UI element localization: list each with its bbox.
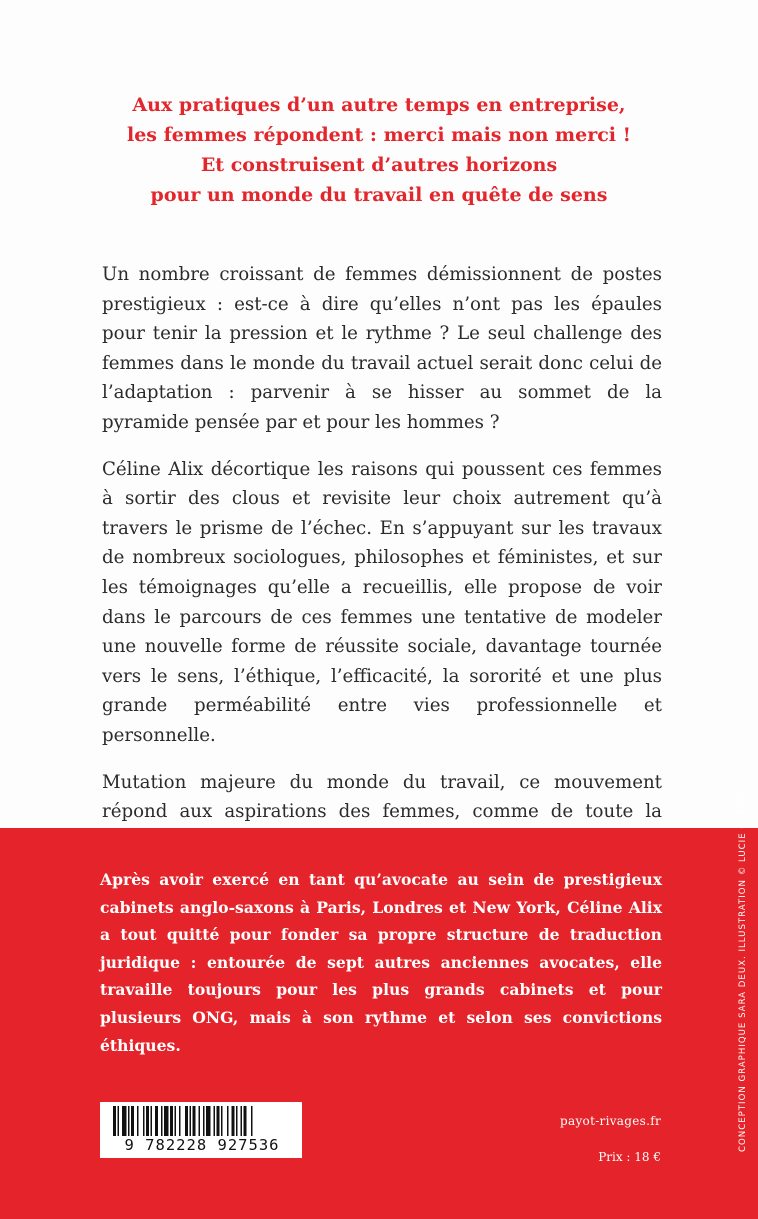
blurb-paragraph: Un nombre croissant de femmes démissionnent de postes prestigieux : est-ce à dire qu’elles n’ont pas les épaules pour tenir la pression et le rythme ? Le seul challenge des femmes dans le monde du travail actuel serait donc celui de l’adaptation : parvenir à se hisser au sommet de la pyramide pensée par et pour les hommes ? (102, 264, 662, 433)
barcode-bar (146, 1106, 149, 1136)
barcode-bar (175, 1106, 177, 1136)
barcode-bar (113, 1106, 116, 1136)
barcode-bar (155, 1106, 158, 1136)
author-bio: Après avoir exercé en tant qu’avocate au sein de prestigieux cabinets anglo-saxons à Paris, Londres et New York, Céline Alix a tout quitté pour fonder sa propre structure de traduction juridique : entourée de sept autres anciennes avocates, elle travaille toujours pour les plus grands cabinets et pour plusieurs ONG, mais à son rythme et selon ses convictions éthiques. (100, 870, 662, 1055)
barcode-bar (193, 1106, 196, 1136)
barcode-bar (214, 1106, 216, 1136)
blurb (102, 260, 662, 873)
tagline-line: les femmes répondent : merci mais non merci ! (127, 124, 631, 146)
barcode-bar (251, 1106, 253, 1136)
barcode-bar (122, 1106, 127, 1136)
barcode-bar (143, 1106, 145, 1136)
barcode-bar (164, 1106, 169, 1136)
barcode-bar (137, 1106, 139, 1136)
barcode-bar (221, 1106, 223, 1136)
barcode-bar (190, 1106, 192, 1136)
isbn-barcode (100, 1102, 302, 1158)
barcode-bar (217, 1106, 220, 1136)
barcode-bar (199, 1106, 201, 1136)
barcode-bar (118, 1106, 120, 1136)
barcode-bar (131, 1106, 134, 1136)
barcode-bar (185, 1106, 188, 1136)
tagline (70, 90, 688, 210)
barcode-bar (206, 1106, 211, 1136)
barcode-bar (227, 1106, 229, 1136)
barcode-bar (151, 1106, 153, 1136)
barcode-bar (179, 1106, 181, 1136)
barcode-bar (244, 1106, 247, 1136)
author-panel (0, 828, 758, 1219)
tagline-line: Aux pratiques d’un autre temps en entreprise, (132, 94, 626, 116)
barcode-bar (170, 1106, 173, 1136)
barcode-bar (203, 1106, 205, 1136)
barcode-bar (236, 1106, 238, 1136)
blurb-paragraph: Céline Alix décortique les raisons qui poussent ces femmes à sortir des clous et revisite leur choix autrement qu’à travers le prisme de l’échec. En s’appuyant sur les travaux de nombreux sociologues, philosophes et féministes, et sur les témoignages qu’elle a recueillis, elle propose de voir dans le parcours de ces femmes une tentative de modeler une nouvelle forme de réussite sociale, davantage tournée vers le sens, l’éthique, l’efficacité, la sororité et une plus grande perméabilité entre vies professionnelle et personnelle. (102, 458, 662, 746)
barcode-bar (128, 1106, 130, 1136)
isbn-digits: 9 782228 927536 (124, 1136, 280, 1154)
barcode-bars-icon (101, 1103, 303, 1137)
blurb-paragraph: Mutation majeure du monde du travail, ce mouvement répond aux aspirations des femmes, comme de toute la (102, 771, 662, 823)
publisher-website: payot-rivages.fr (560, 1114, 661, 1128)
tagline-line: pour un monde du travail en quête de sens (150, 184, 608, 206)
price-label: Prix : 18 € (598, 1150, 661, 1164)
tagline-line: Et construisent d’autres horizons (200, 154, 558, 176)
barcode-bar (241, 1106, 243, 1136)
barcode-bar (232, 1106, 235, 1136)
barcode-bar (161, 1106, 163, 1136)
design-credit: CONCEPTION GRAPHIQUE SARA DEUX. ILLUSTRATION © LUCIE CARON (738, 792, 748, 1152)
